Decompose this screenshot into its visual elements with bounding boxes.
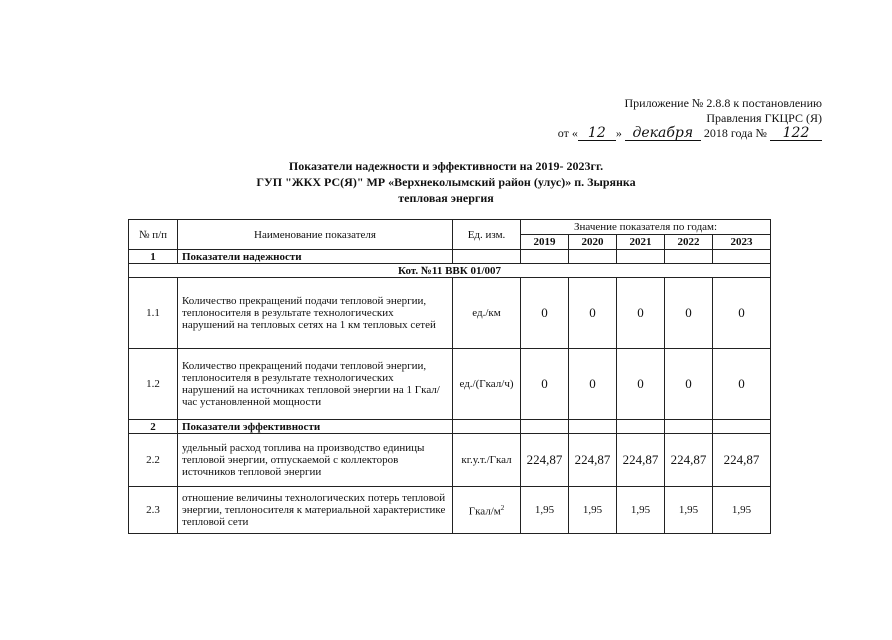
section-name: Показатели надежности [178, 250, 453, 264]
header-year: 2022 [665, 235, 713, 250]
empty-cell [569, 250, 617, 264]
handwritten-day: 12 [578, 127, 616, 141]
header-years-title: Значение показателя по годам: [521, 220, 771, 235]
row-num: 1.2 [129, 349, 178, 420]
row-name: отношение величины технологических потерь тепловой энергии, теплоносителя к материальной характеристике тепловой сети [178, 487, 453, 534]
row-value: 0 [521, 349, 569, 420]
row-unit-superscript: 2 [500, 504, 505, 513]
row-num: 2.3 [129, 487, 178, 534]
empty-cell [521, 420, 569, 434]
appendix-line-1: Приложение № 2.8.8 к постановлению [624, 96, 822, 110]
document-title [0, 158, 892, 206]
row-unit: Гкал/м [468, 505, 501, 518]
header-year: 2020 [569, 235, 617, 250]
empty-cell [617, 250, 665, 264]
title-line-2: ГУП "ЖКХ РС(Я)" МР «Верхнеколымский район (улус)» п. Зырянка [256, 175, 636, 189]
row-value: 0 [713, 278, 771, 349]
table-row [129, 349, 771, 420]
section-num: 2 [129, 420, 178, 434]
empty-cell [453, 420, 521, 434]
appendix-line-2: Правления ГКЦРС (Я) [706, 111, 822, 125]
empty-cell [713, 250, 771, 264]
row-name: Количество прекращений подачи тепловой энергии, теплоносителя в результате технологических нарушений на тепловых сетях на 1 км тепловых сетей [178, 278, 453, 349]
section-num: 1 [129, 250, 178, 264]
row-value: 1,95 [617, 487, 665, 534]
title-line-1: Показатели надежности и эффективности на 2019- 2023гг. [288, 159, 604, 173]
row-value: 224,87 [521, 434, 569, 487]
appendix-year: 2018 года № [703, 126, 767, 140]
row-unit: кг.у.т./Гкал [453, 434, 521, 487]
row-value: 1,95 [569, 487, 617, 534]
appendix-quote-close: » [615, 126, 622, 140]
row-num: 2.2 [129, 434, 178, 487]
table-row [129, 278, 771, 349]
empty-cell [453, 250, 521, 264]
row-value: 0 [665, 278, 713, 349]
empty-cell [617, 420, 665, 434]
row-value: 0 [665, 349, 713, 420]
handwritten-number: 122 [770, 127, 822, 141]
header-num: № п/п [129, 220, 178, 250]
section-row [129, 420, 771, 434]
empty-cell [521, 250, 569, 264]
empty-cell [713, 420, 771, 434]
title-line-3: тепловая энергия [398, 191, 494, 205]
header-unit: Ед. изм. [453, 220, 521, 250]
table-header-row [129, 220, 771, 235]
table-row [129, 434, 771, 487]
row-value: 224,87 [713, 434, 771, 487]
appendix-block [558, 96, 822, 141]
handwritten-month: декабря [625, 127, 701, 141]
row-value: 0 [569, 278, 617, 349]
row-value: 1,95 [713, 487, 771, 534]
row-unit: ед./км [453, 278, 521, 349]
row-value: 0 [713, 349, 771, 420]
appendix-date-line [558, 126, 822, 141]
row-value: 0 [617, 349, 665, 420]
indicators-table [128, 219, 771, 534]
empty-cell [569, 420, 617, 434]
row-name: удельный расход топлива на производство единицы тепловой энергии, отпускаемой с коллекторов источников тепловой энергии [178, 434, 453, 487]
section-name: Показатели эффективности [178, 420, 453, 434]
boiler-row [129, 264, 771, 278]
row-value: 1,95 [521, 487, 569, 534]
row-unit-cell [453, 487, 521, 534]
row-value: 0 [521, 278, 569, 349]
empty-cell [665, 250, 713, 264]
section-row [129, 250, 771, 264]
header-year: 2019 [521, 235, 569, 250]
header-year: 2021 [617, 235, 665, 250]
row-value: 0 [617, 278, 665, 349]
row-value: 224,87 [665, 434, 713, 487]
row-num: 1.1 [129, 278, 178, 349]
empty-cell [665, 420, 713, 434]
row-unit: ед./(Гкал/ч) [453, 349, 521, 420]
header-name: Наименование показателя [178, 220, 453, 250]
row-value: 1,95 [665, 487, 713, 534]
row-value: 0 [569, 349, 617, 420]
table-row [129, 487, 771, 534]
row-value: 224,87 [617, 434, 665, 487]
appendix-from: от « [557, 126, 578, 140]
row-value: 224,87 [569, 434, 617, 487]
row-name: Количество прекращений подачи тепловой энергии, теплоносителя в результате технологических нарушений на источниках тепловой энергии на 1 Гкал/час установленной мощности [178, 349, 453, 420]
header-year: 2023 [713, 235, 771, 250]
boiler-name: Кот. №11 ВВК 01/007 [129, 264, 771, 278]
